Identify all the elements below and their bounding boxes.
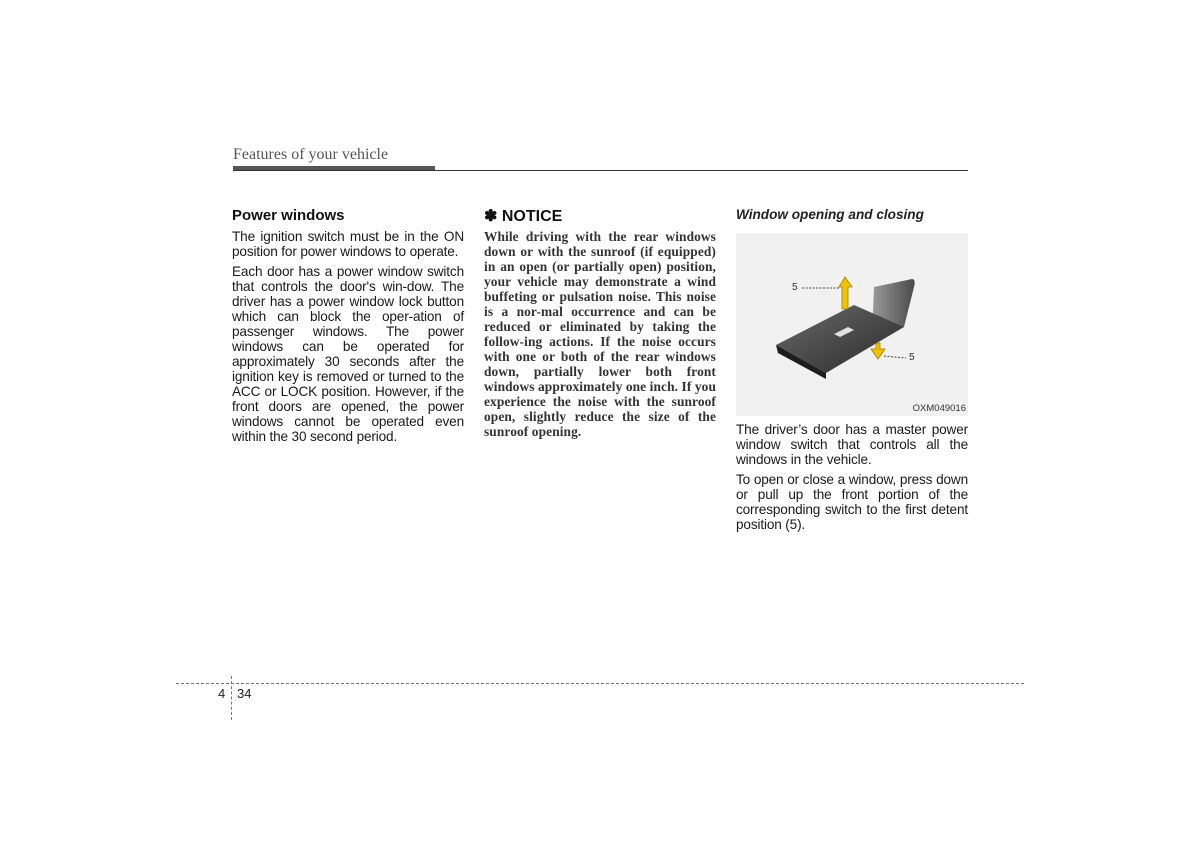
callout-line-bottom	[884, 356, 906, 358]
subheading: Window opening and closing	[736, 207, 924, 222]
paragraph: To open or close a window, press down or pull up the front portion of the corresponding switch to the first detent position (5).	[736, 472, 968, 532]
header-rule	[233, 170, 968, 171]
paragraph: Each door has a power window switch that controls the door's win-dow. The driver has a power window lock button which can block the oper-ation of passenger windows. The power windows can be operated for approximately 30 seconds after the ignition key is removed or turned to the ACC or LOCK position. However, if the front doors are opened, the power windows cannot be operated even within the 30 second period.	[232, 264, 464, 444]
callout-label-bottom: 5	[909, 352, 915, 363]
page-number: 34	[237, 686, 252, 701]
column-power-windows	[232, 205, 464, 449]
arrow-down-icon	[871, 343, 885, 359]
paragraph: The driver’s door has a master power window switch that controls all the windows in the vehicle.	[736, 422, 968, 467]
footer-rule	[176, 683, 1024, 684]
running-header: Features of your vehicle	[233, 146, 389, 163]
callout-label-top: 5	[792, 282, 798, 293]
window-switch-illustration	[736, 233, 968, 416]
section-heading: Power windows	[232, 207, 345, 224]
arrow-up-icon	[839, 277, 852, 309]
figure-code: OXM049016	[912, 403, 966, 414]
notice-body: While driving with the rear windows down or with the sunroof (if equipped) in an open (or partially open) position, your vehicle may demonstrate a wind buffeting or pulsation noise. This noise is a nor-mal occurrence and can be reduced or eliminated by taking the follow-ing actions. If the noise occurs with one or both of the rear windows down, partially lower both front windows approximately one inch. If you experience the noise with the sunroof open, slightly reduce the size of the sunroof opening.	[484, 229, 716, 439]
section-number: 4	[218, 686, 226, 701]
column-notice	[484, 205, 716, 439]
paragraph: The ignition switch must be in the ON position for power windows to operate.	[232, 229, 464, 259]
column-window-operation	[736, 205, 968, 537]
footer-divider	[231, 676, 232, 720]
window-switch-figure	[736, 233, 968, 416]
notice-title: ✽ NOTICE	[484, 208, 563, 225]
